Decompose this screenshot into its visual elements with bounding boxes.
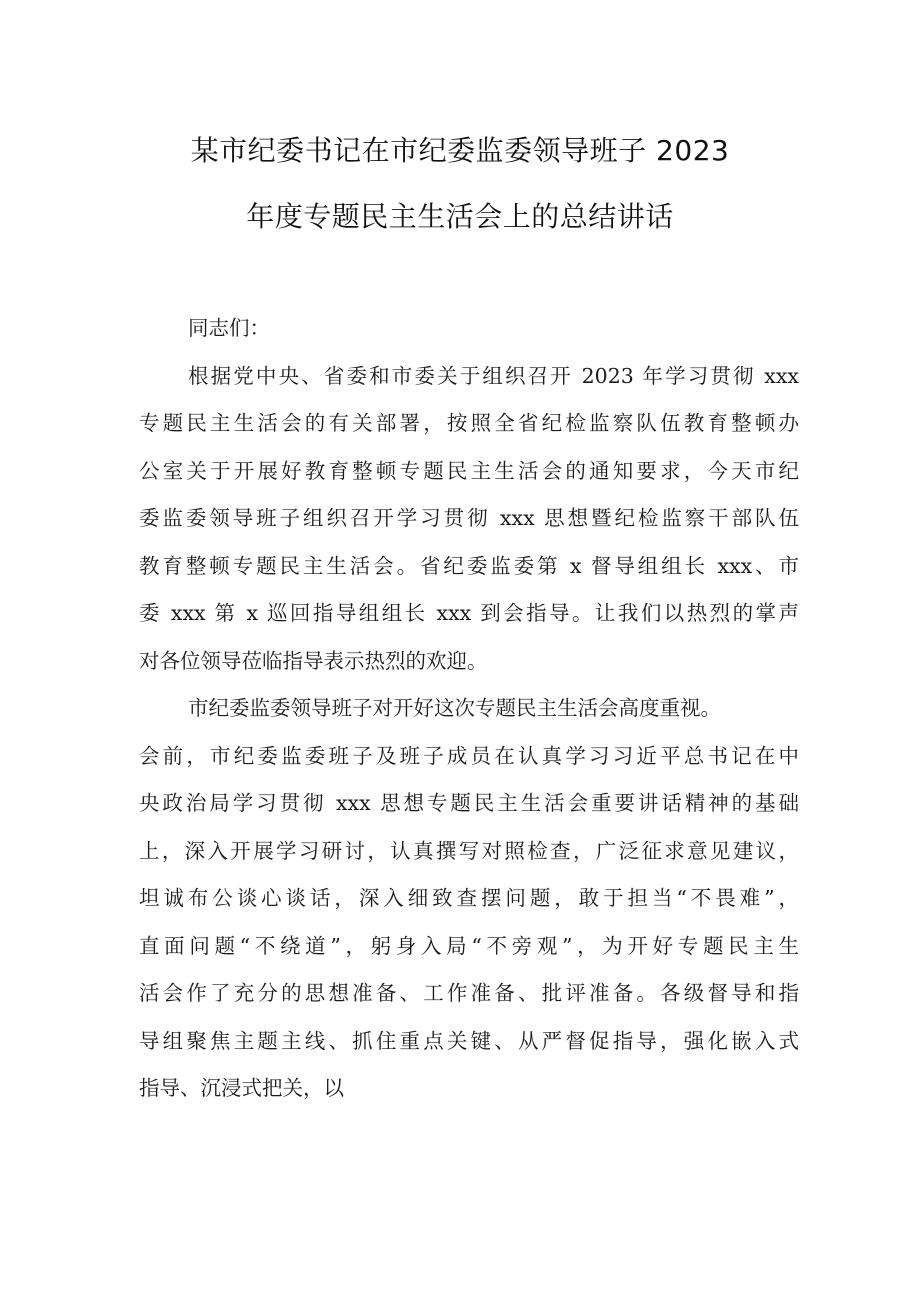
document-body <box>139 305 799 1113</box>
paragraph-2-line: 指导、沉浸式把关，以 <box>139 1076 344 1100</box>
paragraph-2-line: 坦诚布公谈心谈话，深入细致查摆问题，敢于担当“不畏难”， <box>139 886 799 910</box>
paragraph-2-line: 直面问题“不绕道”，躬身入局“不旁观”，为开好专题民主生 <box>139 933 799 958</box>
paragraph-1-line: 委监委领导班子组织召开学习贯彻 xxx 思想暨纪检监察干部队伍 <box>139 506 799 530</box>
paragraph-1-line: 教育整顿专题民主生活会。省纪委监委第 x 督导组组长 xxx、市 <box>139 553 799 578</box>
paragraph-2-line: 上，深入开展学习研讨，认真撰写对照检查，广泛征求意见建议， <box>139 838 799 863</box>
paragraph-1 <box>139 353 799 686</box>
salutation: 同志们： <box>188 316 270 340</box>
paragraph-1-line: 对各位领导莅临指导表示热烈的欢迎。 <box>139 648 488 673</box>
paragraph-1-line: 根据党中央、省委和市委关于组织召开 2023 年学习贯彻 xxx <box>188 363 799 388</box>
title-line-2: 年度专题民主生活会上的总结讲话 <box>246 200 674 233</box>
paragraph-2-line: 会前，市纪委监委班子及班子成员在认真学习习近平总书记在中 <box>139 743 799 768</box>
paragraph-1-line: 专题民主生活会的有关部署，按照全省纪检监察队伍教育整顿办 <box>139 411 799 435</box>
paragraph-2-line: 导组聚焦主题主线、抓住重点关键、从严督促指导，强化嵌入式 <box>139 1028 799 1053</box>
paragraph-1-line: 委 xxx 第 x 巡回指导组组长 xxx 到会指导。让我们以热烈的掌声 <box>139 601 799 625</box>
paragraph-2-line: 活会作了充分的思想准备、工作准备、批评准备。各级督导和指 <box>139 981 799 1005</box>
document-title <box>140 126 780 242</box>
paragraph-2 <box>139 685 799 1113</box>
paragraph-1-line: 公室关于开展好教育整顿专题民主生活会的通知要求，今天市纪 <box>139 458 799 483</box>
paragraph-2-line: 市纪委监委领导班子对开好这次专题民主生活会高度重视。 <box>188 696 721 720</box>
paragraph-2-line: 央政治局学习贯彻 xxx 思想专题民主生活会重要讲话精神的基础 <box>139 791 799 815</box>
title-line-1: 某市纪委书记在市纪委监委领导班子 2023 <box>190 134 730 167</box>
